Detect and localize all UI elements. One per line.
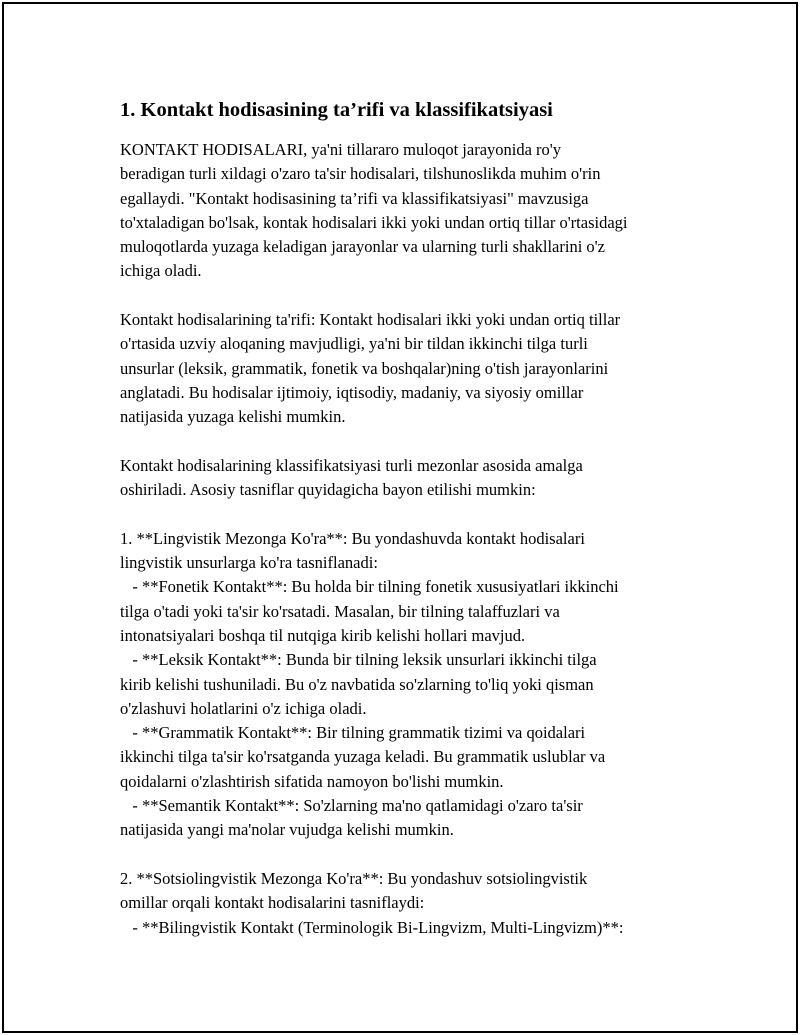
text-line: oshiriladi. Asosiy tasniflar quyidagicha bayon etilishi mumkin:: [120, 480, 536, 500]
text-line: egallaydi. "Kontakt hodisasining ta’rifi va klassifikatsiyasi" mavzusiga: [120, 188, 589, 208]
paragraph-gap: [120, 502, 710, 526]
text-line: 2. **Sotsiolingvistik Mezonga Ko'ra**: Bu yondashuv sotsiolingvistik: [120, 868, 588, 888]
text-line: unsurlar (leksik, grammatik, fonetik va boshqalar)ning o'tish jarayonlarini: [120, 358, 609, 378]
text-line: muloqotlarda yuzaga keladigan jarayonlar va ularning turli shakllarini o'z: [120, 237, 605, 257]
paragraph: [120, 527, 710, 843]
section-title: 1. Kontakt hodisasining ta’rifi va klassifikatsiyasi: [120, 99, 553, 121]
text-line: natijasida yuzaga kelishi mumkin.: [120, 407, 346, 427]
text-line: KONTAKT HODISALARI, ya'ni tillararo muloqot jarayonida ro'y: [120, 140, 562, 159]
paragraph-gap: [120, 284, 710, 308]
text-line: o'rtasida uzviy aloqaning mavjudligi, ya'ni bir tildan ikkinchi tilga turli: [120, 334, 588, 354]
page: [2, 2, 798, 1033]
paragraph: [120, 454, 710, 503]
text-line: - **Fonetik Kontakt**: Bu holda bir tilning fonetik xususiyatlari ikkinchi: [120, 577, 619, 597]
paragraphs: [120, 138, 710, 940]
paragraph: [120, 867, 710, 940]
document-body: [120, 96, 710, 940]
text-line: natijasida yangi ma'nolar vujudga kelishi mumkin.: [120, 820, 454, 840]
paragraph: [120, 308, 710, 429]
text-line: ikkinchi tilga ta'sir ko'rsatganda yuzaga keladi. Bu grammatik uslublar va: [120, 747, 606, 767]
text-line: - **Leksik Kontakt**: Bunda bir tilning leksik unsurlari ikkinchi tilga: [120, 650, 597, 670]
text-line: Kontakt hodisalarining klassifikatsiyasi turli mezonlar asosida amalga: [120, 455, 583, 475]
text-line: - **Bilingvistik Kontakt (Terminologik Bi-Lingvizm, Multi-Lingvizm)**:: [120, 917, 624, 937]
text-line: tilga o'tadi yoki ta'sir ko'rsatadi. Masalan, bir tilning talaffuzlari va: [120, 601, 560, 621]
text-line: - **Semantik Kontakt**: So'zlarning ma'no qatlamidagi o'zaro ta'sir: [120, 796, 583, 816]
text-line: qoidalarni o'zlashtirish sifatida namoyon bo'lishi mumkin.: [120, 771, 504, 791]
paragraph-gap: [120, 843, 710, 867]
text-line: Kontakt hodisalarining ta'rifi: Kontakt hodisalari ikki yoki undan ortiq tillar: [120, 310, 621, 330]
text-line: o'zlashuvi holatlarini o'z ichiga oladi.: [120, 698, 367, 718]
text-line: intonatsiyalari boshqa til nutqiga kirib kelishi hollari mavjud.: [120, 625, 526, 645]
paragraph-gap: [120, 430, 710, 454]
text-line: omillar orqali kontakt hodisalarini tasniflaydi:: [120, 893, 425, 913]
paragraph: [120, 138, 710, 284]
text-line: 1. **Lingvistik Mezonga Ko'ra**: Bu yondashuvda kontakt hodisalari: [120, 528, 585, 548]
text-line: to'xtaladigan bo'lsak, kontak hodisalari ikki yoki undan ortiq tillar o'rtasidagi: [120, 212, 628, 232]
text-line: - **Grammatik Kontakt**: Bir tilning grammatik tizimi va qoidalari: [120, 723, 586, 743]
text-line: kirib kelishi tushuniladi. Bu o'z navbatida so'zlarning to'liq yoki qisman: [120, 674, 594, 694]
text-line: beradigan turli xildagi o'zaro ta'sir hodisalari, tilshunoslikda muhim o'rin: [120, 164, 601, 184]
text-line: lingvistik unsurlarga ko'ra tasniflanadi:: [120, 553, 378, 573]
text-line: ichiga oladi.: [120, 261, 202, 281]
text-line: anglatadi. Bu hodisalar ijtimoiy, iqtisodiy, madaniy, va siyosiy omillar: [120, 382, 584, 402]
